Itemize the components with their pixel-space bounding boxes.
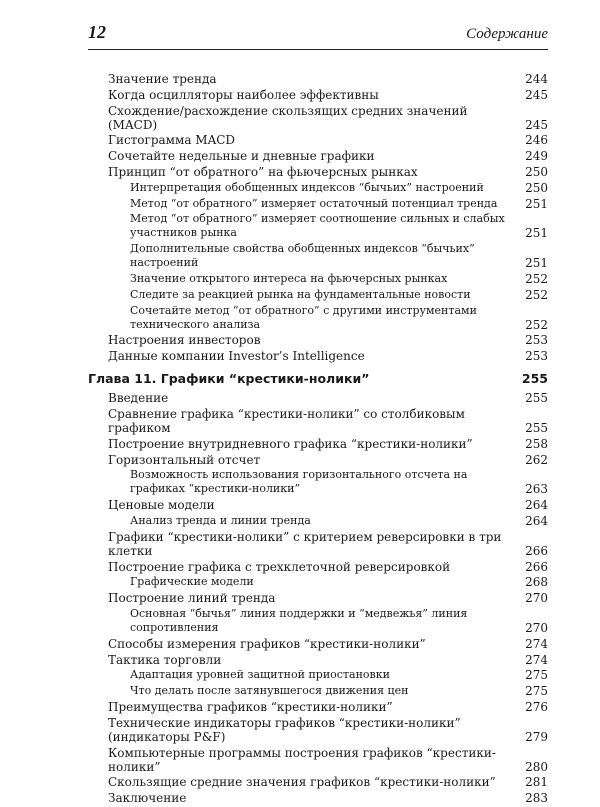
toc-entry-title: Анализ тренда и линии тренда — [130, 513, 311, 527]
toc-entry-title: Компьютерные программы построения графиков “крестики-нолики” — [108, 745, 496, 774]
toc-entry — [88, 591, 548, 605]
toc-entry-title: Когда осцилляторы наиболее эффективны — [108, 87, 379, 102]
table-of-contents — [88, 72, 548, 807]
page-number: 12 — [88, 22, 106, 42]
toc-entry-page: 253 — [525, 333, 548, 348]
toc-entry — [88, 575, 548, 589]
toc-entry-page: 275 — [525, 668, 548, 683]
toc-entry-page: 270 — [525, 620, 548, 635]
toc-entry-title: Настроения инвесторов — [108, 333, 261, 348]
toc-entry-page: 252 — [525, 271, 548, 286]
toc-entry — [88, 181, 548, 195]
toc-entry-title: Глава 11. Графики “крестики-нолики” — [88, 371, 370, 387]
toc-entry-page: 255 — [525, 420, 548, 435]
toc-entry — [88, 560, 548, 574]
toc-entry — [88, 104, 548, 132]
toc-entry — [88, 407, 548, 435]
toc-entry-page: 264 — [525, 513, 548, 528]
toc-entry-title: Гистограмма MACD — [108, 133, 236, 148]
toc-entry — [88, 272, 548, 286]
toc-entry — [88, 607, 548, 635]
toc-entry-page: 245 — [525, 87, 548, 102]
toc-entry — [88, 498, 548, 512]
toc-entry-title: Сочетайте недельные и дневные графики — [108, 149, 375, 164]
toc-entry-page: 245 — [525, 117, 548, 132]
toc-entry-page: 279 — [525, 729, 548, 744]
chapter-heading — [88, 372, 548, 386]
toc-entry-page: 276 — [525, 699, 548, 714]
toc-entry-title: Сравнение графика “крестики-нолики” со столбиковым графиком — [108, 406, 465, 435]
toc-entry-page: 270 — [525, 591, 548, 606]
toc-entry-title: Возможность использования горизонтального отсчета на графиках “крестики-нолики” — [130, 468, 468, 496]
toc-entry — [88, 791, 548, 805]
toc-entry-title: Горизонтальный отсчет — [108, 452, 261, 467]
toc-entry-page: 274 — [525, 636, 548, 651]
toc-entry-page: 250 — [525, 164, 548, 179]
toc-entry — [88, 437, 548, 451]
toc-entry-title: Построение внутридневного графика “крестики-нолики” — [108, 436, 473, 451]
toc-entry-page: 281 — [525, 775, 548, 790]
toc-entry-page: 268 — [525, 575, 548, 590]
toc-entry — [88, 391, 548, 405]
toc-entry — [88, 304, 548, 332]
toc-entry — [88, 668, 548, 682]
toc-entry-title: Тактика торговли — [108, 652, 222, 667]
toc-entry-page: 251 — [525, 256, 548, 271]
toc-entry — [88, 72, 548, 86]
toc-entry — [88, 165, 548, 179]
toc-entry-page: 266 — [525, 543, 548, 558]
toc-entry-title: Адаптация уровней защитной приостановки — [130, 668, 390, 682]
toc-entry-page: 266 — [525, 559, 548, 574]
toc-entry-title: Интерпретация обобщенных индексов “бычьих” настроений — [130, 180, 484, 194]
toc-entry — [88, 530, 548, 558]
page-header — [88, 22, 548, 50]
toc-entry-title: Скользящие средние значения графиков “крестики-нолики” — [108, 775, 496, 790]
toc-entry-page: 263 — [525, 482, 548, 497]
toc-entry-title: Метод “от обратного” измеряет соотношение сильных и слабых участников рынка — [130, 212, 505, 240]
toc-entry-page: 274 — [525, 652, 548, 667]
toc-entry — [88, 716, 548, 744]
toc-entry-page: 251 — [525, 226, 548, 241]
toc-entry-page: 249 — [525, 149, 548, 164]
toc-entry — [88, 349, 548, 363]
toc-entry-title: Дополнительные свойства обобщенных индексов “бычьих” настроений — [130, 242, 475, 270]
toc-entry-title: Введение — [108, 391, 169, 406]
toc-entry-page: 244 — [525, 72, 548, 86]
toc-entry-page: 280 — [525, 759, 548, 774]
toc-entry-title: Метод “от обратного” измеряет остаточный потенциал тренда — [130, 196, 498, 210]
toc-entry-title: Данные компании Investor’s Intelligence — [108, 349, 365, 364]
toc-entry — [88, 149, 548, 163]
toc-entry — [88, 468, 548, 496]
toc-entry-page: 264 — [525, 498, 548, 513]
toc-entry-title: Графические модели — [130, 575, 254, 589]
toc-entry-page: 252 — [525, 317, 548, 332]
toc-entry-page: 246 — [525, 133, 548, 148]
toc-entry — [88, 242, 548, 270]
toc-entry — [88, 133, 548, 147]
toc-entry — [88, 333, 548, 347]
toc-entry-page: 283 — [525, 791, 548, 806]
toc-entry-title: Значение открытого интереса на фьючерсных рынках — [130, 271, 448, 285]
section-title: Содержание — [466, 26, 548, 42]
toc-entry-title: Сочетайте метод “от обратного” с другими инструментами технического анализа — [130, 303, 477, 331]
toc-entry-page: 251 — [525, 196, 548, 211]
toc-entry — [88, 453, 548, 467]
toc-entry-page: 252 — [525, 287, 548, 302]
toc-entry-page: 255 — [521, 371, 548, 387]
toc-entry-title: Построение линий тренда — [108, 591, 276, 606]
toc-entry-title: Ценовые модели — [108, 498, 215, 513]
toc-entry — [88, 197, 548, 211]
toc-entry — [88, 288, 548, 302]
toc-entry — [88, 212, 548, 240]
toc-entry — [88, 653, 548, 667]
toc-entry-title: Значение тренда — [108, 72, 217, 86]
toc-entry-title: Основная “бычья” линия поддержки и “медвежья” линия сопротивления — [130, 606, 468, 634]
toc-entry-title: Технические индикаторы графиков “крестики-нолики” (индикаторы P&F) — [108, 715, 461, 744]
toc-entry — [88, 684, 548, 698]
toc-entry — [88, 775, 548, 789]
toc-entry — [88, 514, 548, 528]
toc-entry-title: Что делать после затянувшегося движения цен — [130, 684, 409, 698]
toc-entry-title: Способы измерения графиков “крестики-нолики” — [108, 636, 426, 651]
toc-entry-page: 253 — [525, 349, 548, 364]
toc-entry-page: 275 — [525, 684, 548, 699]
toc-entry-title: Преимущества графиков “крестики-нолики” — [108, 699, 393, 714]
toc-entry-title: Графики “крестики-нолики” с критерием реверсировки в три клетки — [108, 529, 502, 558]
toc-entry-title: Заключение — [108, 791, 187, 806]
toc-entry-title: Схождение/расхождение скользящих средних значений (MACD) — [108, 103, 468, 132]
toc-entry — [88, 637, 548, 651]
toc-entry-title: Принцип “от обратного” на фьючерсных рынках — [108, 164, 418, 179]
toc-entry-page: 258 — [525, 436, 548, 451]
toc-entry-page: 250 — [525, 180, 548, 195]
toc-entry — [88, 700, 548, 714]
toc-entry-title: Построение графика с трехклеточной реверсировкой — [108, 559, 451, 574]
toc-entry-page: 262 — [525, 452, 548, 467]
toc-entry-title: Следите за реакцией рынка на фундаментальные новости — [130, 287, 471, 301]
toc-entry-page: 255 — [525, 391, 548, 406]
toc-entry — [88, 88, 548, 102]
